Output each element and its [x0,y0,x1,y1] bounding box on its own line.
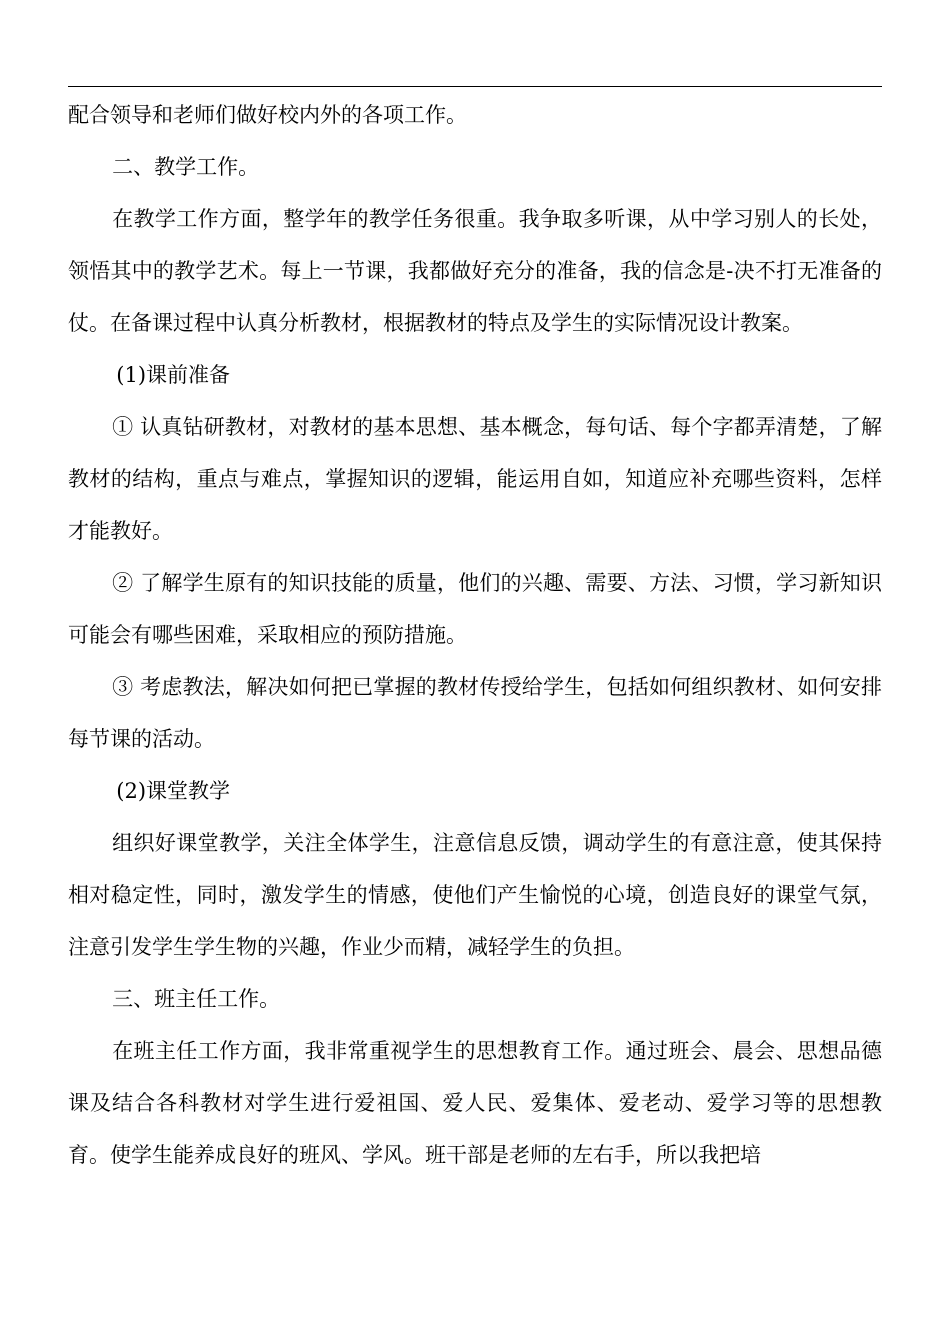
subheading-classroom-teaching: (2)课堂教学 [116,779,231,803]
paragraph-head-teacher-work: 在班主任工作方面，我非常重视学生的思想教育工作。通过班会、晨会、思想品德课及结合各科教材对学生进行爱祖国、爱人民、爱集体、爱老动、爱学习等的思想教育。使学生能养成良好的班风、学风。班干部是老师的左右手，所以我把培 [68,1039,882,1167]
header-rule [68,86,882,87]
paragraph-teaching-overview: 在教学工作方面，整学年的教学任务很重。我争取多听课，从中学习别人的长处，领悟其中的教学艺术。每上一节课，我都做好充分的准备，我的信念是-决不打无准备的仗。在备课过程中认真分析教材，根据教材的特点及学生的实际情况设计教案。 [68,207,882,335]
list-item-understand-students: ② 了解学生原有的知识技能的质量，他们的兴趣、需要、方法、习惯，学习新知识可能会有哪些困难，采取相应的预防措施。 [68,571,882,647]
section-heading-teaching: 二、教学工作。 [112,155,260,179]
paragraph-classroom-teaching: 组织好课堂教学，关注全体学生，注意信息反馈，调动学生的有意注意，使其保持相对稳定性，同时，激发学生的情感，使他们产生愉悦的心境，创造良好的课堂气氛，注意引发学生学生物的兴趣，作业少而精，减轻学生的负担。 [68,831,882,959]
subheading-lesson-preparation: (1)课前准备 [116,363,231,387]
document-body [68,89,882,1181]
paragraph-continuation: 配合领导和老师们做好校内外的各项工作。 [68,103,467,127]
list-item-teaching-methods: ③ 考虑教法，解决如何把已掌握的教材传授给学生，包括如何组织教材、如何安排每节课的活动。 [68,675,882,751]
section-heading-head-teacher: 三、班主任工作。 [112,987,281,1011]
list-item-study-materials: ① 认真钻研教材，对教材的基本思想、基本概念，每句话、每个字都弄清楚，了解教材的结构，重点与难点，掌握知识的逻辑，能运用自如，知道应补充哪些资料，怎样才能教好。 [68,415,882,543]
